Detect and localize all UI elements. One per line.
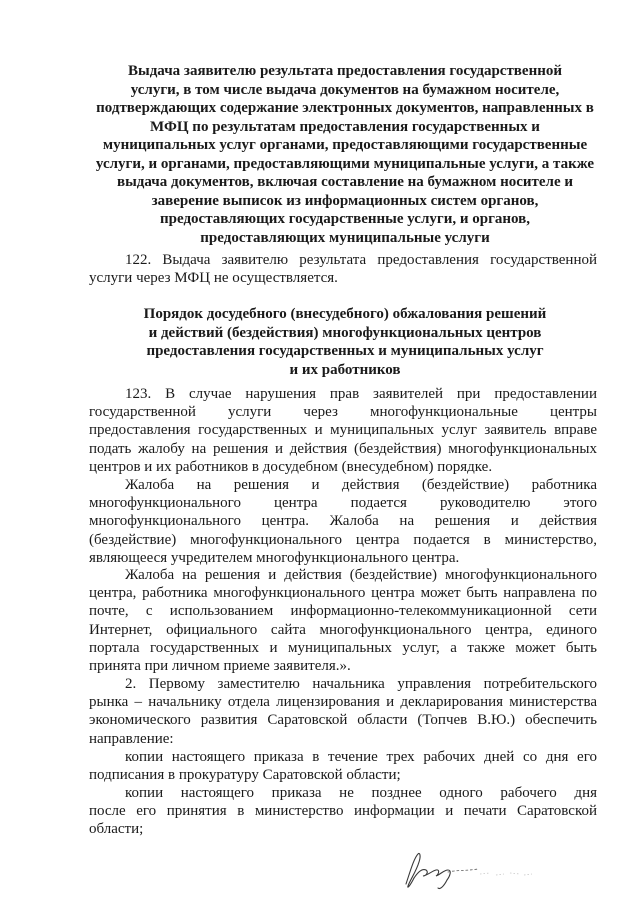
paragraph-line: предоставления государственных и муниципальных услуг заявитель вправе <box>89 422 597 439</box>
heading-line: услуги, и органами, предоставляющими муниципальные услуги, а также <box>95 155 595 172</box>
paragraph-complaint-channels <box>89 566 597 675</box>
heading-line: Порядок досудебного (внесудебного) обжалования решений <box>143 306 547 322</box>
paragraph-line: Интернет, официального сайта многофункционального центра, единого <box>89 621 597 638</box>
heading-line: предоставляющих государственные услуги, и органов, <box>160 211 530 227</box>
paragraph-line: многофункционального центра подается руководителю этого <box>89 495 597 512</box>
paragraph-line: центра, работника многофункционального центра может быть направлена по <box>89 585 597 602</box>
scan-noise-mark <box>476 866 536 882</box>
paragraph-line: подписания в прокуратуру Саратовской области; <box>89 767 401 784</box>
paragraph-line: направление: <box>89 730 174 747</box>
heading-line: и действий (бездействия) многофункциональных центров <box>148 324 542 341</box>
heading-line: предоставляющих муниципальные услуги <box>200 229 490 246</box>
paragraph-item-123 <box>89 385 597 476</box>
paragraph-complaint-employee <box>89 476 597 567</box>
heading-line: муниципальных услуг органами, предоставляющими государственные <box>102 137 588 153</box>
heading-line: и их работников <box>289 361 401 378</box>
paragraph-line: 122. Выдача заявителю результата предоставления государственной <box>125 252 597 268</box>
paragraph-line: копии настоящего приказа в течение трех рабочих дней со дня его <box>125 749 597 765</box>
paragraph-line: принята при личном приеме заявителя.». <box>89 658 351 675</box>
paragraph-line: услуги через МФЦ не осуществляется. <box>89 270 338 287</box>
paragraph-line: после его принятия в министерство информации и печати Саратовской <box>89 803 597 820</box>
paragraph-line: 123. В случае нарушения прав заявителей при предоставлении <box>125 386 597 402</box>
section-heading-result-issuance <box>80 62 610 247</box>
paragraph-line: копии настоящего приказа не позднее одного рабочего дня <box>125 785 597 801</box>
paragraph-line: центров и их работников в досудебном (внесудебном) порядке. <box>89 458 493 475</box>
paragraph-item-122 <box>89 251 597 287</box>
paragraph-copy-ministry <box>89 784 597 839</box>
paragraph-line: Жалоба на решения и действия (бездействие) многофункционального <box>125 567 597 583</box>
paragraph-line: (бездействие) многофункционального центра подается в министерство, <box>89 531 597 548</box>
paragraph-line: многофункционального центра. Жалоба на решения и действия <box>89 513 597 530</box>
section-heading-appeal-procedure <box>80 305 610 379</box>
paragraph-line: области; <box>89 821 144 838</box>
paragraph-line: государственной услуги через многофункциональные центры <box>89 404 597 421</box>
heading-line: подтверждающих содержание электронных документов, направленных в <box>96 100 594 116</box>
paragraph-line: рынка – начальнику отдела лицензирования и декларирования министерства <box>89 694 597 711</box>
heading-line: Выдача заявителю результата предоставления государственной <box>128 63 562 79</box>
heading-line: выдача документов, включая составление на бумажном носителе и <box>116 174 574 190</box>
paragraph-copy-prosecutor <box>89 748 597 784</box>
paragraph-order-item-2 <box>89 675 597 748</box>
paragraph-line: подать жалобу на решения и действия (бездействия) многофункциональных <box>89 440 597 457</box>
heading-line: услуги, в том числе выдача документов на бумажном носителе, <box>130 81 560 98</box>
paragraph-line: являющееся учредителем многофункционального центра. <box>89 549 460 566</box>
paragraph-line: портала государственных и муниципальных услуг, а также может быть <box>89 639 597 656</box>
heading-line: заверение выписок из информационных систем органов, <box>151 192 539 209</box>
heading-line: МФЦ по результатам предоставления государственных и <box>150 118 540 135</box>
paragraph-line: почте, с использованием информационно-телекоммуникационной сети <box>89 603 597 620</box>
paragraph-line: экономического развития Саратовской области (Топчев В.Ю.) обеспечить <box>89 712 597 729</box>
paragraph-line: 2. Первому заместителю начальника управления потребительского <box>125 676 597 692</box>
paragraph-line: Жалоба на решения и действия (бездействие) работника <box>125 477 597 493</box>
heading-line: предоставления государственных и муниципальных услуг <box>146 343 544 359</box>
